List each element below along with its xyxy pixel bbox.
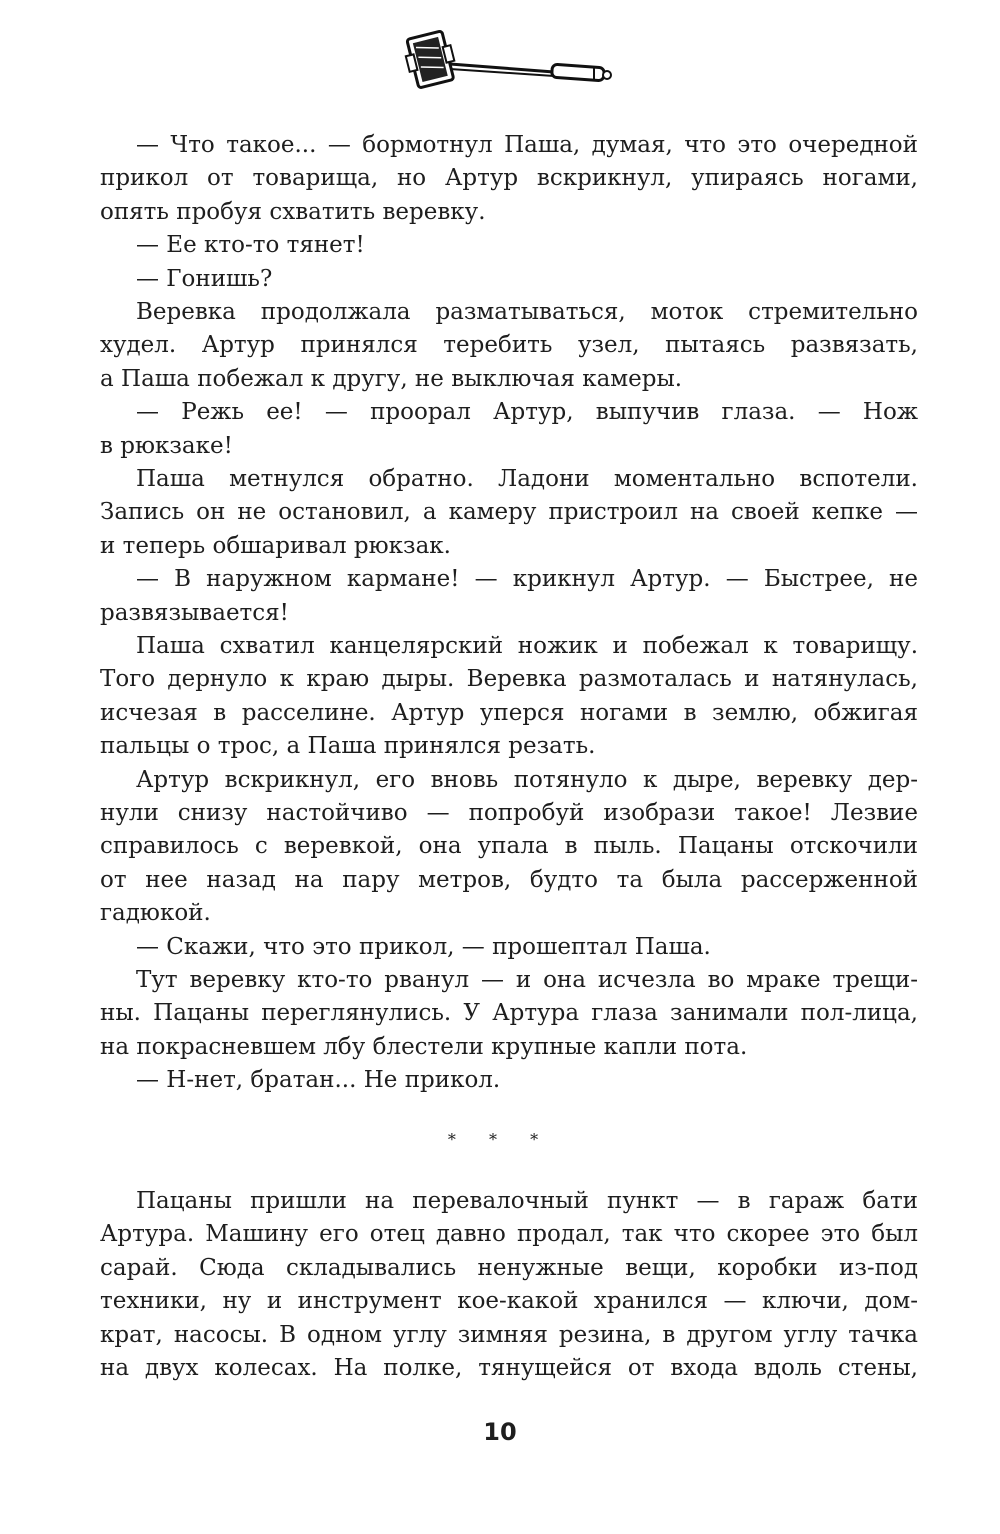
text-line: Паша метнулся обратно. Ладони моментально вспотели. — [136, 466, 918, 492]
text-line: развязывается! — [100, 599, 289, 626]
text-line: — Н-нет, братан... Не прикол. — [136, 1067, 501, 1094]
text-line: в рюкзаке! — [100, 432, 233, 459]
text-line: ны. Пацаны переглянулись. У Артура глаза занимали пол-лица, — [100, 1000, 918, 1027]
text-line: — Режь ее! — проорал Артур, выпучив глаза. — Нож — [136, 399, 918, 426]
text-line: прикол от товарища, но Артур вскрикнул, упираясь ногами, — [100, 165, 918, 192]
text-line: гадюкой. — [100, 900, 211, 927]
text-line: — Что такое... — бормотнул Паша, думая, что это очередной — [136, 132, 918, 158]
text-line: — Гонишь? — [136, 265, 273, 292]
text-line: на покрасневшем лбу блестели крупные капли пота. — [100, 1033, 748, 1060]
text-line: Запись он не остановил, а камеру пристроил на своей кепке — — [100, 499, 918, 526]
text-line: а Паша побежал к другу, не выключая камеры. — [100, 365, 683, 392]
text-line: Пацаны пришли на перевалочный пункт — в гараж бати — [136, 1188, 918, 1214]
text-line: — Ее кто-то тянет! — [136, 232, 365, 259]
text-line: — Скажи, что это прикол, — прошептал Паша. — [136, 933, 711, 960]
phone-icon — [404, 30, 459, 90]
text-line: Веревка продолжала разматываться, моток стремительно — [136, 299, 918, 325]
text-line: Артур вскрикнул, его вновь потянуло к дыре, веревку дер- — [136, 766, 918, 793]
page-number: 10 — [483, 1418, 517, 1446]
text-line: — В наружном кармане! — крикнул Артур. — Быстрее, не — [136, 566, 918, 593]
text-line: Тут веревку кто-то рванул — и она исчезла во мраке трещи- — [136, 967, 918, 993]
text-line: и теперь обшаривал рюкзак. — [100, 532, 451, 559]
text-line: от нее назад на пару метров, будто та была рассерженной — [100, 866, 918, 893]
text-line: Того дернуло к краю дыры. Веревка размоталась и натянулась, — [100, 666, 918, 693]
text-line: нули снизу настойчиво — попробуй изобрази такое! Лезвие — [100, 800, 918, 826]
text-line: пальцы о трос, а Паша принялся резать. — [100, 733, 596, 760]
text-line: Артура. Машину его отец давно продал, так что скорее это был — [100, 1221, 918, 1248]
selfie-stick-illustration — [404, 26, 616, 102]
text-line: крат, насосы. В одном углу зимняя резина, в другом углу тачка — [100, 1321, 918, 1348]
scene-separator: * * * — [447, 1130, 553, 1149]
text-line: исчезая в расселине. Артур уперся ногами в землю, обжигая — [100, 699, 918, 726]
text-line: опять пробуя схватить веревку. — [100, 198, 486, 225]
text-line: техники, ну и инструмент кое-какой хранился — ключи, дом- — [100, 1288, 918, 1315]
text-line: Паша схватил канцелярский ножик и побежал к товарищу. — [136, 633, 918, 659]
text-line: справилось с веревкой, она упала в пыль. Пацаны отскочили — [100, 833, 918, 860]
text-line: сарай. Сюда складывались ненужные вещи, коробки из-под — [100, 1254, 918, 1281]
text-line: худел. Артур принялся теребить узел, пытаясь развязать, — [100, 332, 918, 359]
text-line: на двух колесах. На полке, тянущейся от входа вдоль стены, — [100, 1355, 918, 1381]
